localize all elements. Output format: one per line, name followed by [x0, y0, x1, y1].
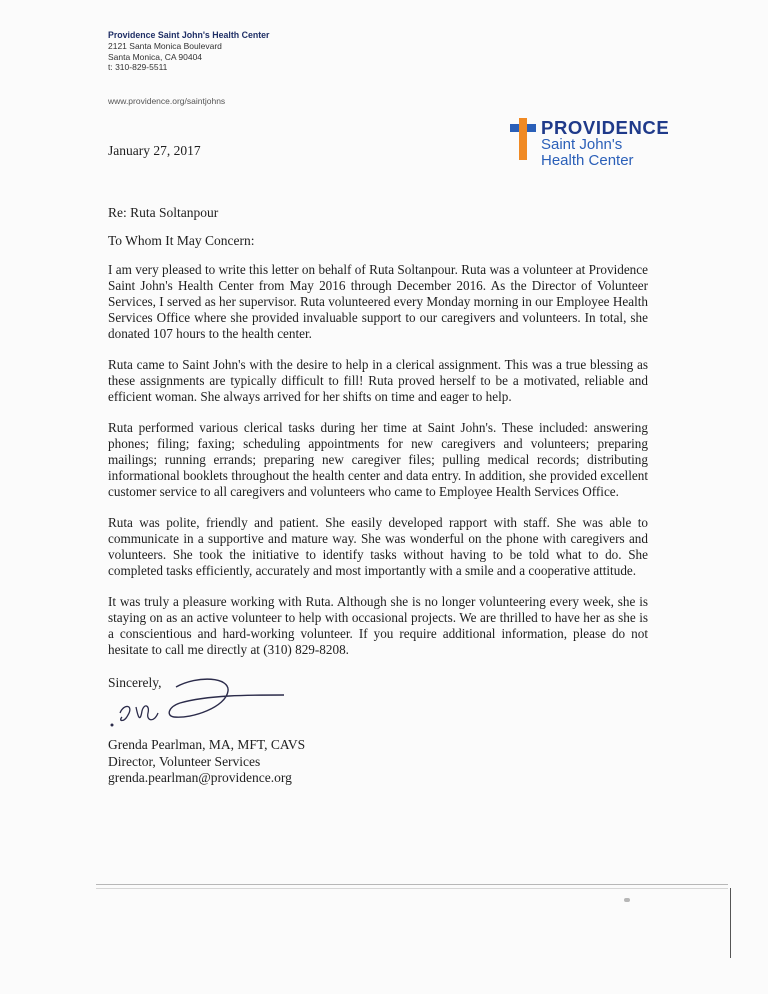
paragraph-5: It was truly a pleasure working with Ruta. Although she is no longer volunteering every week, she is staying on as an active volunteer to help with occasional projects. We are thrilled to have her as she is a conscientious and hard-working volunteer. If you require additional information, please do not hesitate to call me directly at (310) 829-8208. [108, 593, 648, 657]
phone-number: t: 310-829-5511 [108, 62, 168, 73]
logo-subtitle [541, 137, 634, 169]
signer-email: grenda.pearlman@providence.org [108, 770, 292, 786]
paragraph-3: Ruta performed various clerical tasks during her time at Saint John's. These included: answering phones; filing; faxing; scheduling appointments for new caregivers and volunteers; preparing mailings; running errands; preparing new caregiver files; pulling medical records; distributing informational booklets throughout the health center and data entry. In addition, she provided excellent customer service to all caregivers and volunteers who came to Employee Health Services Office. [108, 419, 648, 500]
website-url: www.providence.org/saintjohns [108, 96, 226, 106]
address-line-2: Santa Monica, CA 90404 [108, 51, 203, 62]
closing: Sincerely, [108, 675, 162, 690]
paragraph-2: Ruta came to Saint John's with the desire to help in a clerical assignment. This was a true blessing as these assignments are typically difficult to fill! Ruta proved herself to be a motivated, reliable and efficient woman. She always arrived for her shifts on time and eager to help. [108, 356, 648, 405]
scan-edge-mark [730, 888, 731, 958]
cross-icon [510, 118, 536, 160]
signature-scribble [108, 673, 298, 733]
footer-divider [96, 884, 728, 885]
subject-line: Re: Ruta Soltanpour [108, 205, 219, 220]
paragraph-1: I am very pleased to write this letter on behalf of Ruta Soltanpour. Ruta was a volunteer at Providence Saint John's Health Center from May 2016 through December 2016. As the Director of Volunteer Services, I served as her supervisor. Ruta volunteered every Monday morning in our Employee Health Services Office where she provided invaluable support to our caregivers and volunteers. In total, she donated 107 hours to the health center. [108, 262, 648, 342]
letterhead-address [108, 30, 269, 73]
scan-speck [624, 898, 630, 902]
signer-name: Grenda Pearlman, MA, MFT, CAVS [108, 737, 306, 752]
logo-name: PROVIDENCE [541, 117, 670, 138]
signature-block [108, 737, 305, 787]
org-name: Providence Saint John's Health Center [108, 30, 270, 40]
signer-title: Director, Volunteer Services [108, 753, 261, 769]
address-line-1: 2121 Santa Monica Boulevard [108, 40, 222, 51]
salutation: To Whom It May Concern: [108, 233, 255, 248]
logo-subtitle-line-2: Health Center [541, 152, 634, 169]
logo-subtitle-line-1: Saint John's [541, 136, 623, 153]
providence-logo [510, 117, 690, 177]
letter-date: January 27, 2017 [108, 143, 201, 158]
paragraph-4: Ruta was polite, friendly and patient. She easily developed rapport with staff. She was able to communicate in a supportive and mature way. She was wonderful on the phone with caregivers and volunteers. She took the initiative to identify tasks without having to be told what to do. She completed tasks efficiently, accurately and most importantly with a smile and a cooperative attitude. [108, 514, 648, 578]
footer-divider-secondary [96, 888, 728, 889]
letter-body [108, 262, 648, 672]
